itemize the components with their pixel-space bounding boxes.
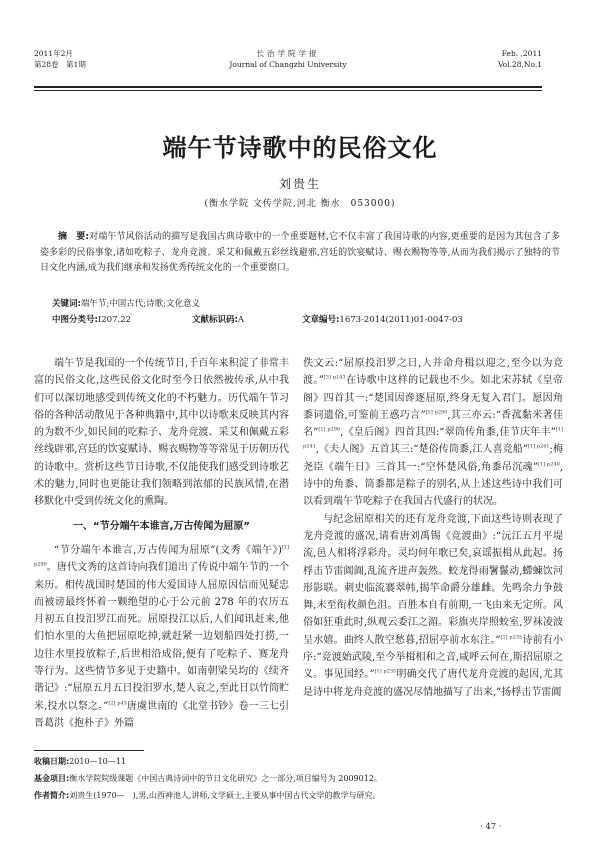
text-run: ,《夫人阁》五首其三:“楚俗传筒黍,江人喜竞船” <box>315 444 528 456</box>
issue-date-en: Feb. ,2011 <box>501 49 542 58</box>
fund-label: 基金项目: <box>34 774 70 783</box>
text-run: 。唐代文秀的这首诗向我们道出了传说中端午节的一个来历。相传战国时楚国的伟大爱国诗人屈原因信而见疑忠而被谤最终怀着一颗绝望的心于公元前 278 年的农历五月初五自投汨罗江而死。屈原投江以后,人们闻讯赶来,他们怕水里的大鱼把屈原吃掉,就赶紧一边划船四处打捞,一边往水里投放粽子,后世相沿成俗,便有了吃粽子、赛龙舟等行为。这些情节多见于史籍中。如南朝梁吴均的《续齐谐记》:“屈原五月五日投汨罗水,楚人哀之,至此日以竹筒贮米,投水以祭之。” <box>34 562 289 712</box>
abstract-label: 摘 要: <box>58 232 89 242</box>
paragraph <box>303 511 563 701</box>
citation: [1] p241 <box>303 426 563 451</box>
journal-name-cn: 长治学院学报 <box>256 49 320 58</box>
keywords-label: 关键词: <box>52 299 81 309</box>
article-no-label: 文章编号: <box>302 315 340 325</box>
article-number <box>302 313 463 325</box>
doc-code-value: A <box>237 315 245 325</box>
footnote-received <box>34 756 560 767</box>
text-run: ,其三亦云:“香菰黏米著佳名” <box>303 409 563 439</box>
text-run: ;梅尧臣《端午日》三首其一:“空怀楚风俗,角黍吊沉魂” <box>303 444 564 473</box>
article-title: 端午节诗歌中的民俗文化 <box>162 134 438 162</box>
header-double-rule <box>34 86 542 91</box>
paragraph <box>303 355 563 511</box>
article-author: 刘贵生 <box>278 177 321 191</box>
journal-name-en: Journal of Changzhi University <box>229 60 347 69</box>
header-right <box>498 48 542 70</box>
paragraph: 端午节是我国的一个传统节日,千百年来积淀了非常丰富的民俗文化,这些民俗文化时至今日依然被传承,从中我们可以深切地感受到传统文化的不朽魅力。历代端午节习俗的各种活动散见于各种典籍中,其中以诗歌来反映其内容的为数不少,如民间的吃粽子、龙舟竞渡、采艾和佩戴五彩丝线辟邪,宫廷的饮宴赋诗、赐衣赐物等等常见于历朝历代的诗歌中。赏析这些节日诗歌,不仅能使我们感受到诗歌艺术的魅力,同时也更能让我们领略到浓郁的民族风情,在潜移默化中受到传统文化的熏陶。 <box>34 358 289 508</box>
citation: [1] p290 <box>425 409 448 416</box>
citation: [1] p235 <box>500 634 523 641</box>
footnote-fund <box>34 773 560 784</box>
text-run: ,《皇后阁》四首其四:“翠筒传角黍,佳节庆年丰” <box>340 427 556 439</box>
author-affiliation: (衡水学院 文传学院,河北 衡水 053000) <box>204 199 396 209</box>
citation: [1] p290 <box>34 544 289 568</box>
body-column-left <box>34 355 289 732</box>
text-run: 佚文云:“屈原投汨罗之日,人并命舟楫以迎之,至今以为竞渡。” <box>303 358 563 387</box>
text-run: 在诗歌中这样的记载也不少。如北宋苏轼《皇帝阁》四首其一:“楚国因谗逐屈原,终身无复入君门。愿因角黍词遗俗,可鉴前王惑巧言” <box>303 375 564 421</box>
volume-issue-cn: 第28卷 第1期 <box>34 60 86 69</box>
bio-text: 刘贵生(1970— ),男,山西神池人,讲师,文学硕士,主要从事中国古代文学的教学与研究。 <box>69 791 381 800</box>
text-run: “节分端午本谁言,万古传闻为屈原”(文秀《端午》) <box>54 544 282 556</box>
article-no-value: 1673-2014(2011)01-0047-03 <box>339 315 463 325</box>
bio-label: 作者简介: <box>34 791 70 800</box>
keywords-text: 端午节;中国古代;诗歌;文化意义 <box>80 299 200 309</box>
abstract-text: 对端午节风俗活动的描写是我国古典诗歌中的一个重要题材,它不仅丰富了我国诗歌的内容,更重要的是因为其包含了多姿多彩的民俗事象,诸如吃粽子、龙舟竞渡、采艾和佩戴五彩丝线避邪,宫廷的饮宴赋诗、赐衣赐物等等,从而为我们揭示了独特的节日文化内涵,成为我们继承和发扬优秀传统文化的一个重要窗口。 <box>40 232 560 273</box>
text-run: 诗前有小序:“竞渡始武陵,至今举楫相和之音,咸呼云何在,斯招屈原之义。事见国经。” <box>303 634 564 681</box>
page-number: · 47 · <box>480 822 502 832</box>
doc-code-label: 文献标识码: <box>192 315 238 325</box>
footnote-rule <box>34 750 144 751</box>
header-center <box>34 48 542 70</box>
citation: [1] p241 <box>528 444 550 451</box>
received-date: 2010—10—11 <box>69 757 126 766</box>
clc-label: 中图分类号: <box>52 315 98 325</box>
citation: [1] p235 <box>374 669 397 676</box>
body-column-right <box>303 355 563 701</box>
issue-date-cn: 2011年2月 <box>34 49 73 58</box>
clc-number <box>52 313 131 325</box>
text-run: ,诗中的角黍、筒黍都是粽子的别名,从上述这些诗中我们可以看到端午节吃粽子在我国古代盛行的状况。 <box>303 461 563 508</box>
text-run: 唐虞世南的《北堂书钞》卷一三七引晋葛洪《抱朴子》外篇 <box>34 700 289 729</box>
citation: [1] p290 <box>318 426 341 433</box>
document-code <box>192 313 244 325</box>
text-run: 与纪念屈原相关的还有龙舟竞渡,下面这些诗则表现了龙舟竞渡的盛况,请看唐刘禹锡《竞渡曲》:“沅江五月平堤流,邑人相将浮彩舟。灵均何年歌已矣,哀谣振楫从此起。扬桴击节雷阗阗,乱流齐进声轰然。蛟龙得雨鬐鬣动,螮蝀饮河形影联。刺史临流褰翠帏,揭竿命爵分雄雌。先鸣余力争鼓舞,未至衔枚颜色沮。百胜本自有前期,一飞由来无定所。风俗如狂重此时,纵观云委江之湄。彩旗夹岸照蛟室,罗袜凌波呈水嬉。曲终人散空愁暮,招屈亭前水东注。” <box>303 513 563 646</box>
text-run: 明确交代了唐代龙舟竞渡的起因,尤其是诗中将龙舟竞渡的盛况尽情地描写了出来,“扬桴击节雷阗 <box>303 669 563 698</box>
citation: [3] p143 <box>323 374 346 381</box>
footnote-bio <box>34 790 560 801</box>
keywords <box>52 297 200 309</box>
citation: [2] p43 <box>108 700 127 707</box>
abstract <box>40 230 560 277</box>
citation: [1] p240 <box>538 461 560 468</box>
fund-text: 衡水学院院级课题《中国古典诗词中的节日文化研究》之一部分,项目编号为 2009012。 <box>69 774 382 783</box>
clc-value: I207.22 <box>97 315 132 325</box>
section-heading: 一、“节分端午本谁言,万古传闻为屈原” <box>73 520 250 532</box>
running-header <box>34 48 542 86</box>
received-label: 收稿日期: <box>34 757 70 766</box>
paragraph <box>34 542 289 732</box>
volume-issue-en: Vol.28,No.1 <box>497 60 542 69</box>
